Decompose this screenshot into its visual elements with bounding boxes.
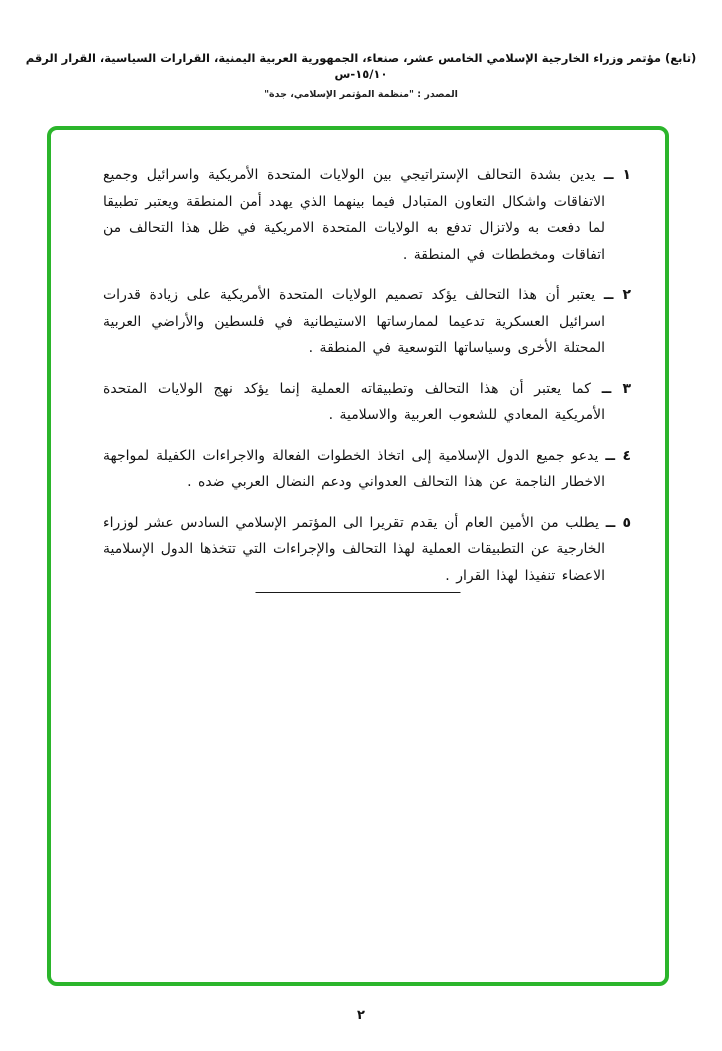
clause-text: يطلب من الأمين العام أن يقدم تقريرا الى المؤتمر الإسلامي السادس عشر لوزراء الخارجية عن التطبيقات العملية لهذا التحالف والإجراءات التي تتخذها الدول الإسلامية الاعضاء تنفيذا لهذا القرار . [103,514,605,584]
clause-text: كما يعتبر أن هذا التحالف وتطبيقاته العملية إنما يؤكد نهج الولايات المتحدة الأمريكية المعادي للشعوب العربية والاسلامية . [103,380,605,423]
end-of-text-rule [256,592,461,593]
resolution-clause-4 [103,443,631,496]
resolution-body [103,162,631,603]
resolution-clause-3 [103,376,631,429]
clause-text: يعتبر أن هذا التحالف يؤكد تصميم الولايات المتحدة الأمريكية على زيادة قدرات اسرائيل العسكرية تدعيما لممارساتها الاستيطانية في فلسطين والأراضي العربية المحتلة الأخرى وسياساتها التوسعية في المنطقة . [103,287,605,356]
document-title: (تابع) مؤتمر وزراء الخارجية الإسلامي الخامس عشر، صنعاء، الجمهورية العربية اليمنية، القرارات السياسية، القرار الرقم ١٥/١٠-س [25,51,697,81]
resolution-clause-1 [103,162,631,268]
page-header [20,50,702,100]
clause-number: ٣ ــ [601,380,632,397]
clause-text: يدين بشدة التحالف الإستراتيجي بين الولايات المتحدة الأمريكية واسرائيل وجميع الاتفاقات واشكال التعاون المتبادل فيما بينهما الذي يهدد أمن المنطقة ويعتبر تطبيقا لما دفعت به ولاتزال تدفع به الولايات المتحدة الامريكية في ظل هذا التحالف من اتفاقات ومخططات في المنطقة . [103,167,605,263]
green-border-frame [47,126,669,986]
clause-number: ٤ ــ [605,447,631,464]
source-line: المصدر : "منظمة المؤتمر الإسلامي، جدة" [264,89,458,100]
clause-number: ٢ ــ [603,287,631,303]
clause-text: يدعو جميع الدول الإسلامية إلى اتخاذ الخطوات الفعالة والاجراءات الكفيلة لمواجهة الاخطار الناجمة عن هذا التحالف العدواني ودعم النضال العربي ضده . [103,447,605,490]
resolution-clause-2 [103,282,631,362]
clause-number: ١ ــ [603,167,631,183]
resolution-clause-5 [103,510,631,590]
clause-number: ٥ ــ [605,514,631,531]
page-number: ٢ [357,1008,365,1023]
